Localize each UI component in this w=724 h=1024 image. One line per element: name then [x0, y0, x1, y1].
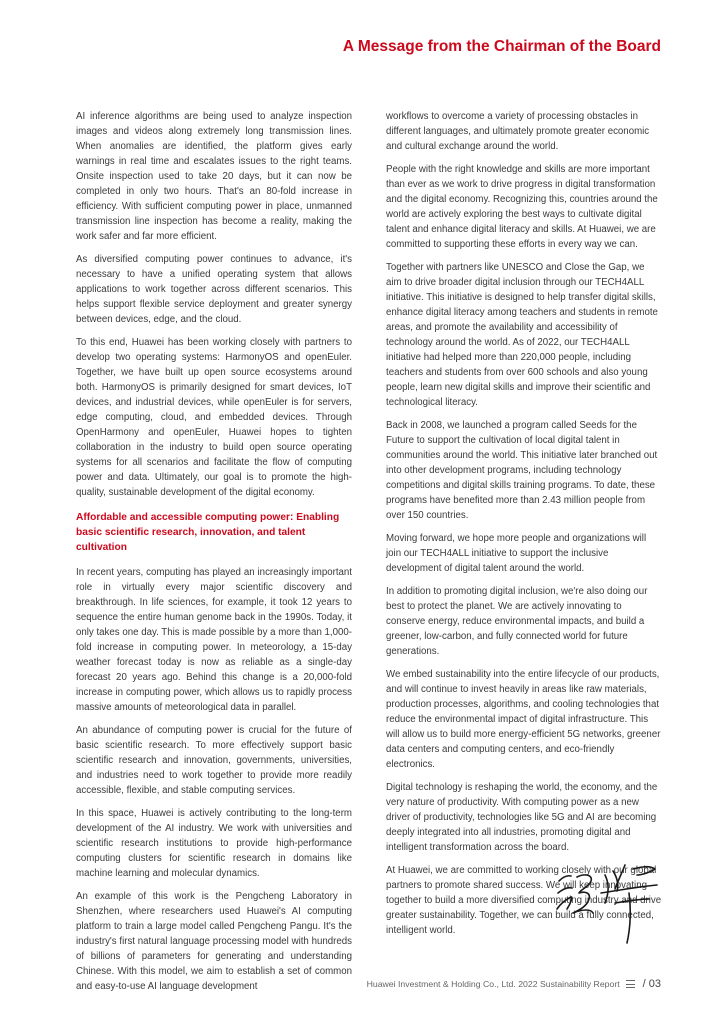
paragraph: workflows to overcome a variety of processing obstacles in different languages, and ultimately promote greater economic and cultural exchange around the world. — [386, 111, 650, 152]
paragraph: In addition to promoting digital inclusion, we're also doing our best to protect the planet. We are actively innovating to conserve energy, reduce environmental impacts, and build a greener, low-carbon, and fully connected world for future generations. — [386, 586, 648, 657]
paragraph: An abundance of computing power is crucial for the future of basic scientific research. To more effectively support basic scientific research and innovation, governments, universities, and industries need to work together to provide more readily accessible, flexible, and stable computing services. — [76, 725, 352, 796]
footer — [367, 978, 661, 990]
paragraph: An example of this work is the Pengcheng Laboratory in Shenzhen, where researchers used Huawei's AI computing platform to train a large model called Pengcheng Pangu. It's the industry's first natural language processing model with hundreds of billions of parameters for generating and understanding Chinese. With this model, we aim to establish a set of common and easy-to-use AI language development — [76, 891, 352, 992]
publisher-text: Huawei Investment & Holding Co., Ltd. 2022 Sustainability Report — [366, 979, 620, 989]
paragraph: At Huawei, we are committed to working closely with our global partners to promote shared success. We will keep innovating together to build a more diversified computing industry and drive greater sustainability. Together, we can build a fully connected, intelligent world. — [386, 865, 662, 936]
page-title: A Message from the Chairman of the Board — [342, 38, 661, 55]
paragraph: To this end, Huawei has been working closely with partners to develop two operating systems: HarmonyOS and openEuler. Together, we have built up open source ecosystems around both. HarmonyOS is primarily designed for smart devices, IoT devices, and industrial devices, while openEuler is for servers, edge computing, cloud, and embedded devices. Through OpenHarmony and openEuler, Huawei hopes to tighten collaboration in the industry to build open source operating systems for all scenarios and facilitate the flow of computing power and data. Ultimately, our goal is to promote the high-quality, sustainable development of the digital economy. — [76, 337, 352, 498]
paragraph: We embed sustainability into the entire lifecycle of our products, and will continue to invest heavily in areas like raw materials, production processes, algorithms, and cooling technologies that reduce the environmental impact of digital infrastructure. This will allow us to build more energy-efficient 5G networks, greener data centers and computing centers, and eco-friendly electronics. — [386, 669, 661, 770]
paragraph: Back in 2008, we launched a program called Seeds for the Future to support the cultivation of local digital talent in communities around the world. This initiative later branched out into other development programs, including technology competitions and digital skills training programs. To date, these programs have benefited more than 2.43 million people from over 150 countries. — [386, 420, 658, 521]
paragraph: Together with partners like UNESCO and Close the Gap, we aim to drive broader digital inclusion through our TECH4ALL initiative. This initiative is designed to help transfer digital skills, enhance digital literacy among teachers and students in remote areas, and promote the availability and accessibility of technology around the world. As of 2022, our TECH4ALL initiative had helped more than 220,000 people, including teachers and students from over 600 schools and also young people, learn new digital skills and improve their scientific and technological literacy. — [386, 262, 658, 408]
page-number: / 03 — [642, 978, 661, 990]
left-column — [76, 109, 352, 1002]
paragraph: AI inference algorithms are being used to analyze inspection images and videos along extremely long transmission lines. When anomalies are identified, the platform gives early warnings in real time and escalates issues to the right teams. Onsite inspection used to take 20 days, but it can now be completed in only two hours. That's an 80-fold increase in efficiency. With sufficient computing power in place, unmanned transmission line inspection has become a reality, making the work safer and far more efficient. — [76, 111, 352, 242]
chairman-signature — [555, 863, 660, 945]
paragraph: Moving forward, we hope more people and organizations will join our TECH4ALL initiative to support the inclusive development of digital talent around the world. — [386, 533, 647, 574]
right-column — [386, 109, 662, 946]
section-heading: Affordable and accessible computing power: Enabling basic scientific research, innovation, and talent cultivation — [76, 512, 340, 553]
paragraph: In recent years, computing has played an increasingly important role in virtually every major scientific discovery and breakthrough. In life sciences, for example, it took 12 years to sequence the entire human genome back in the 1990s. Today, it only takes one day. This is made possible by a more than 1,000-fold increase in computing power. In meteorology, a 15-day weather forecast today is now as reliable as a single-day forecast 20 years ago. Behind this change is a 20,000-fold increase in computing power, which allows us to rapidly process massive amounts of meteorological data in parallel. — [76, 567, 352, 713]
paragraph: People with the right knowledge and skills are more important than ever as we work to drive progress in digital transformation and the digital economy. Recognizing this, countries around the world are actively exploring the best ways to cultivate digital talent and enhance digital literacy and skills. At Huawei, we are committed to supporting these efforts in every way we can. — [386, 164, 658, 250]
paragraph: Digital technology is reshaping the world, the economy, and the very nature of productivity. With computing power as a new driver of productivity, technologies like 5G and AI are becoming deeply integrated into all industries, promoting digital and intelligent transformation across the board. — [386, 782, 658, 853]
paragraph: As diversified computing power continues to advance, it's necessary to have a unified operating system that allows applications to work together across different scenarios. This helps support flexible service deployment and greater synergy between devices, edge, and the cloud. — [76, 254, 352, 325]
menu-icon[interactable] — [626, 980, 635, 988]
paragraph: In this space, Huawei is actively contributing to the long-term development of the AI industry. We work with universities and scientific research institutions to provide high-performance computing clusters for scientific research in domains like machine learning and molecular dynamics. — [76, 808, 352, 879]
